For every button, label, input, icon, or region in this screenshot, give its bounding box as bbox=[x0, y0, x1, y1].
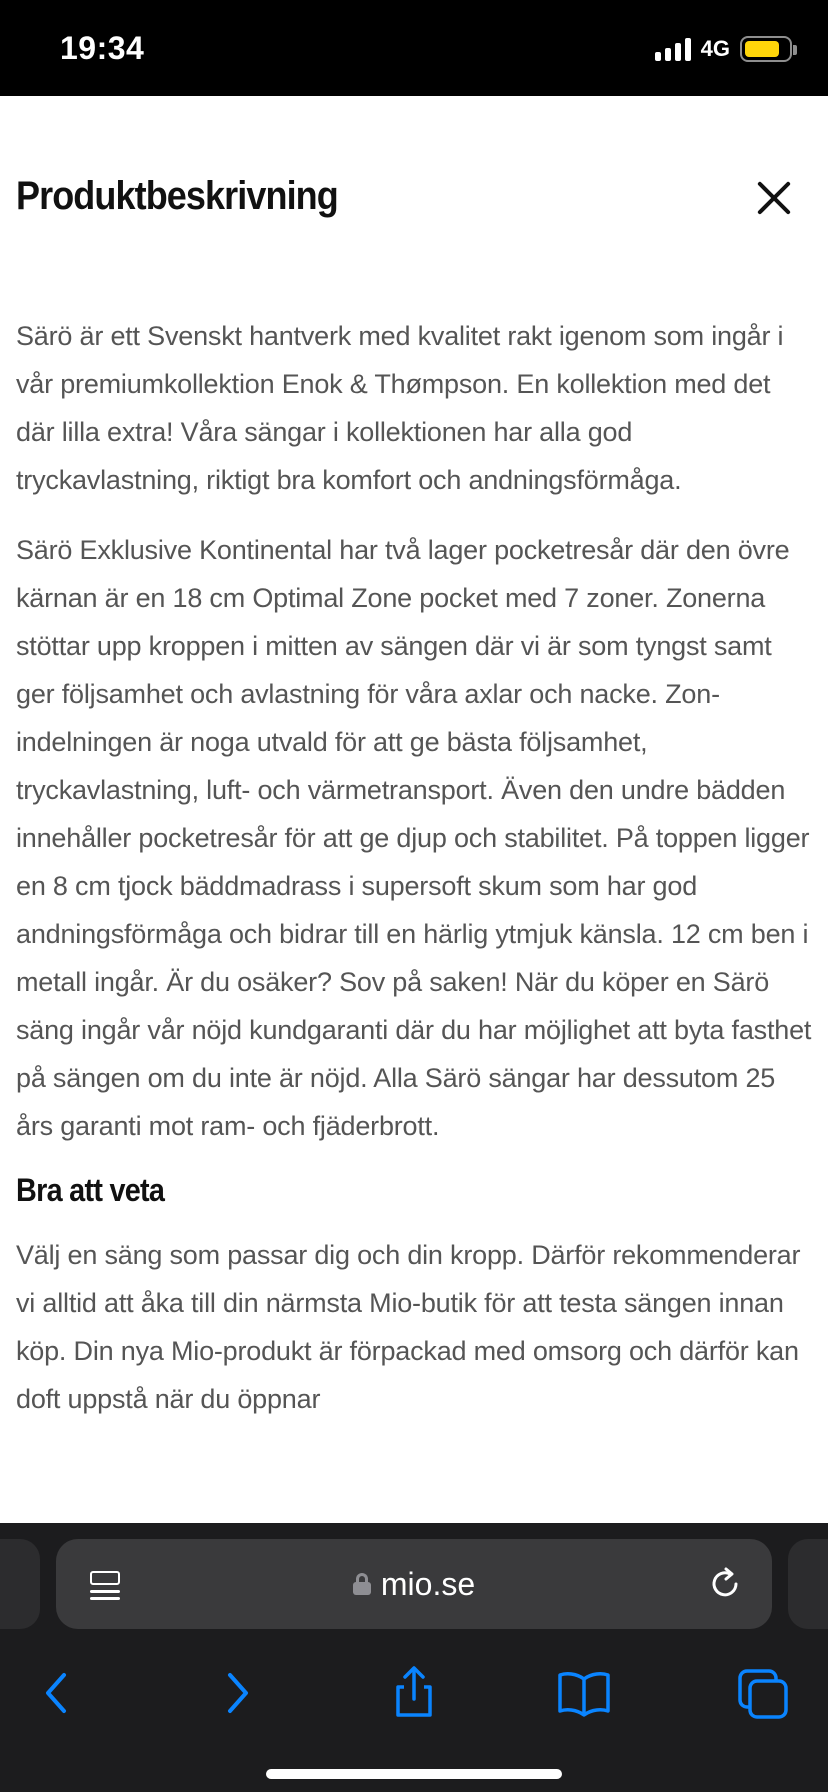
close-button[interactable] bbox=[754, 178, 794, 218]
bookmarks-icon[interactable] bbox=[552, 1661, 616, 1725]
sheet-header bbox=[16, 174, 812, 234]
url-text: mio.se bbox=[380, 1565, 476, 1602]
back-icon[interactable] bbox=[26, 1661, 90, 1725]
paragraph-intro: Särö är ett Svenskt hantverk med kvalitet rakt igenom som ingår i vår premiumkollektion Enok & Thømpson. En kollektion med det där lilla extra! Våra sängar i kollektionen har alla god tryckavlastning, riktigt bra komfort och andningsförmåga. bbox=[16, 321, 784, 495]
share-icon[interactable] bbox=[382, 1661, 446, 1725]
status-bar bbox=[0, 0, 828, 96]
previous-tab-peek[interactable] bbox=[0, 1539, 40, 1629]
reload-icon[interactable] bbox=[706, 1565, 744, 1603]
network-type: 4G bbox=[700, 36, 730, 61]
battery-icon bbox=[740, 36, 792, 62]
home-indicator bbox=[266, 1769, 562, 1779]
browser-bottom-bar bbox=[0, 1523, 828, 1792]
address-bar[interactable] bbox=[56, 1539, 772, 1629]
paragraph-good-to-know: Välj en säng som passar dig och din kropp. Därför rekommenderar vi alltid att åka till din närmsta Mio-butik för att testa sängen innan köp. Din nya Mio-produkt är förpackad med omsorg och därför kan doft uppstå när du öppnar bbox=[16, 1240, 801, 1414]
product-description-sheet bbox=[0, 96, 828, 1523]
subheading-good-to-know: Bra att veta bbox=[16, 1172, 165, 1208]
tabs-icon[interactable] bbox=[730, 1661, 794, 1725]
status-time: 19:34 bbox=[60, 30, 145, 66]
status-indicators bbox=[655, 36, 792, 62]
cellular-signal-icon bbox=[655, 37, 691, 61]
lock-icon bbox=[353, 1573, 371, 1595]
url-display[interactable] bbox=[56, 1539, 772, 1629]
next-tab-peek[interactable] bbox=[788, 1539, 828, 1629]
forward-icon[interactable] bbox=[204, 1661, 268, 1725]
paragraph-details: Särö Exklusive Kontinental har två lager pocketresår där den övre kärnan är en 18 cm Optimal Zone pocket med 7 zoner. Zonerna stöttar upp kroppen i mitten av sängen där vi är som tyngst samt ger följsamhet och avlastning för våra axlar och nacke. Zon-indelningen är noga utvald för att ge bästa följsamhet, tryckavlastning, luft- och värmetransport. Även den undre bädden innehåller pocketresår för att ge djup och stabilitet. På toppen ligger en 8 cm tjock bäddmadrass i supersoft skum som har god andningsförmåga och bidrar till en härlig ytmjuk känsla. 12 cm ben i metall ingår. Är du osäker? Sov på saken! När du köper en Särö säng ingår vår nöjd kundgaranti där du har möjlighet att byta fasthet på sängen om du inte är nöjd. Alla Särö sängar har dessutom 25 års garanti mot ram- och fjäderbrott. bbox=[16, 535, 812, 1141]
browser-toolbar bbox=[0, 1643, 828, 1743]
description-body bbox=[16, 312, 816, 1445]
sheet-title: Produktbeskrivning bbox=[16, 174, 338, 218]
